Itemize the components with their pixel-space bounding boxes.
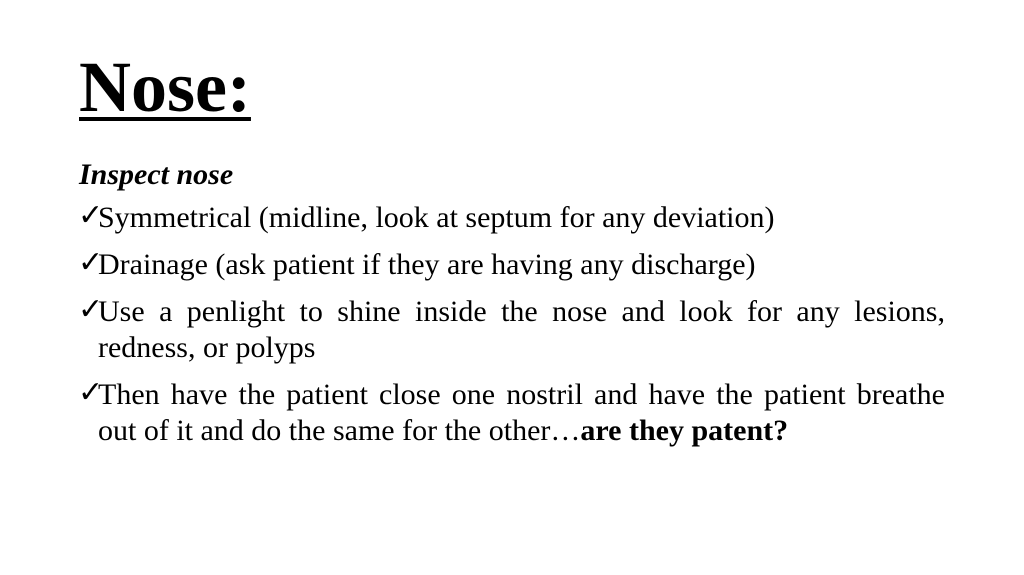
bullet-bold-text: are they patent? [580,414,789,447]
bullet-item [79,200,945,236]
checkmark-icon: ✓ [78,198,104,233]
slide-title: Nose: [79,47,251,127]
slide-content [79,152,945,460]
checkmark-icon: ✓ [78,292,104,327]
subheading: Inspect nose [79,158,234,191]
bullet-text: Drainage (ask patient if they are having any discharge) [98,248,756,281]
bullet-item [79,294,945,366]
checkmark-icon: ✓ [78,375,104,410]
bullet-item [79,247,945,283]
bullet-text: Symmetrical (midline, look at septum for any deviation) [98,201,775,234]
bullet-text: Use a penlight to shine inside the nose and look for any lesions, redness, or polyps [98,295,945,364]
bullet-text: Then have the patient close one nostril and have the patient breathe out of it and do the same for the other… [98,378,945,447]
checkmark-icon: ✓ [78,245,104,280]
bullet-item [79,377,945,449]
